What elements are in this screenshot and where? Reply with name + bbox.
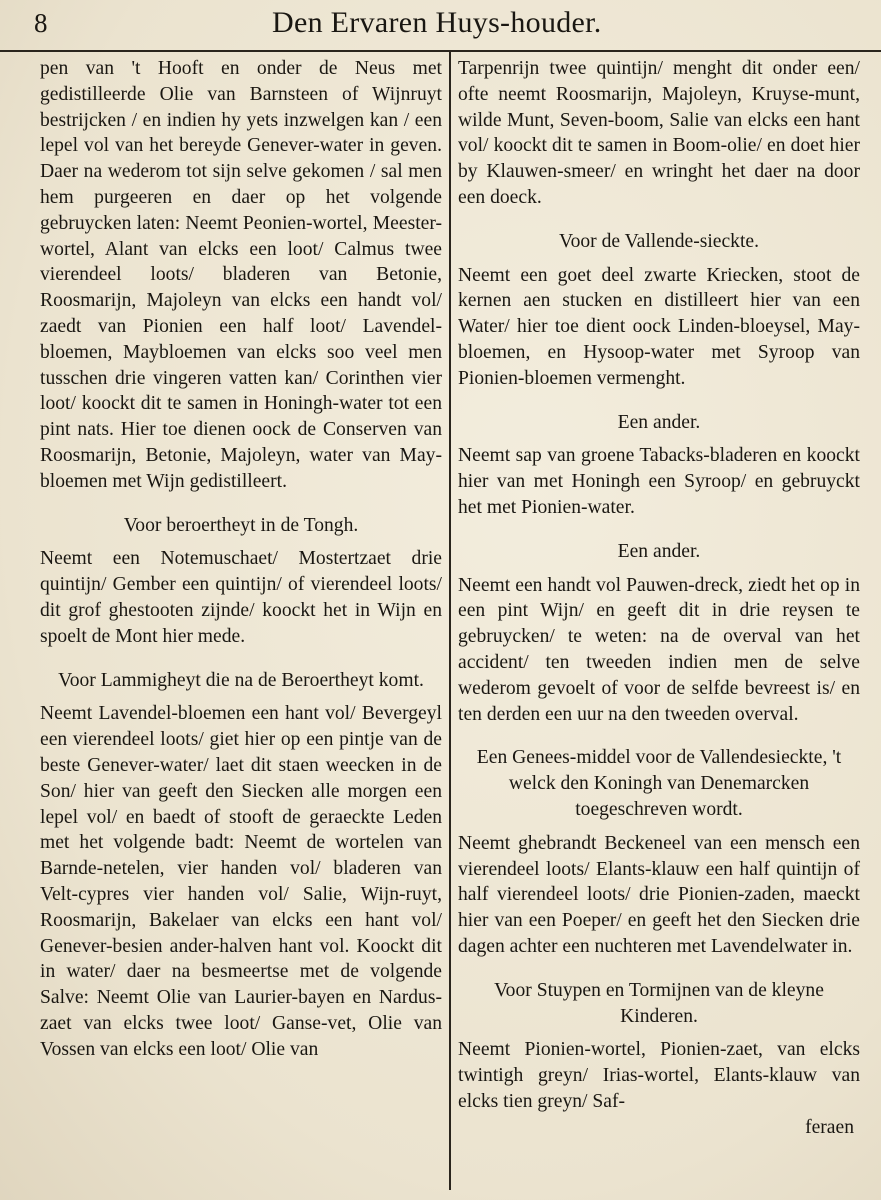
paragraph: Neemt Lavendel-bloemen een hant vol/ Bevergeyl een vierendeel loots/ giet hier op een pintje van de beste Genever-water/ laet dit staen weecken in de Son/ hier van geeft den Siecken alle morgen een lepel vol/ en baedt of stooft de geraeckte Leden met het volgende badt: Neemt de wortelen van Barnde-netelen, vier handen vol/ bladeren van Velt-cypres vier handen vol/ Salie, Wijn-ruyt, Roosmarijn, Bakelaer van elcks een hant vol/ Genever-besien ander-halven hant vol. Koockt dit in water/ daer na besmeertse met de volgende Salve: Neemt Olie van Laurier-bayen en Nardus-zaet van elcks twee loot/ Ganse-vet, Olie van Vossen van elcks een loot/ Olie van (40, 703, 442, 1060)
column-divider (449, 50, 451, 1190)
section-heading: Een ander. (617, 540, 701, 562)
paragraph: Neemt sap van groene Tabacks-bladeren en koockt hier van met Honingh een Syroop/ en gebruyckt het met Pionien-water. (458, 445, 860, 518)
paragraph: Neemt Pionien-wortel, Pionien-zaet, van elcks twintigh greyn/ Irias-wortel, Elants-klauw van elcks tien greyn/ Saf- (458, 1039, 860, 1112)
paragraph: Neemt een handt vol Pauwen-dreck, ziedt het op in een pint Wijn/ en geeft dit in drie reysen te gebruycken/ te weten: na de overval van het accident/ ten tweeden indien men de selve wederom gevoelt of voor de selfde bevreest is/ en ten derden een uur na den tweeden overval. (458, 574, 860, 725)
right-column (458, 56, 860, 1140)
section-heading: Een Genees-middel voor de Vallendesieckte, 't welck den Koningh van Denemarcken toegeschreven wordt. (476, 747, 842, 820)
paragraph: Neemt ghebrandt Beckeneel van een mensch een vierendeel loots/ Elants-klauw een half quintijn of half vierendeel loots/ drie Pionien-zaden, maeckt hier van een Poeper/ en geeft het den Siecken drie dagen achter een nuchteren met Lavendelwater in. (458, 832, 860, 957)
page-header (0, 0, 881, 52)
paragraph: Neemt een Notemuschaet/ Mostertzaet drie quintijn/ Gember een quintijn/ of vierendeel loots/ dit grof ghestooten zijnde/ koockt het in Wijn en spoelt de Mont hier mede. (40, 548, 442, 647)
section-heading: Een ander. (617, 411, 701, 433)
left-column (40, 56, 442, 1062)
section-heading: Voor de Vallende-sieckte. (558, 230, 760, 252)
page-number: 8 (34, 8, 48, 38)
section-heading: Voor Stuypen en Tormijnen van de kleyne Kinderen. (494, 979, 824, 1027)
section-heading: Voor Lammigheyt die na de Beroertheyt komt. (58, 669, 424, 691)
paragraph: pen van 't Hooft en onder de Neus met gedistilleerde Olie van Barnsteen of Wijnruyt bestrijcken / en indien hy yets inzwelgen kan / een lepel vol van het bereyde Genever-water in geven. Daer na wederom tot sijn selve gekomen / sal men hem purgeeren en daer op het volgende gebruycken laten: Neemt Peonien-wortel, Meester-wortel, Alant van elcks een loot/ Calmus twee vierendeel loots/ bladeren van Betonie, Roosmarijn, Majoleyn van elcks een handt vol/ zaedt van Pionien een half loot/ Lavendel-bloemen, Maybloemen van elcks soo veel men tusschen drie vingeren vatten kan/ Corinthen vier loot/ koockt dit te samen in Honingh-water tot een pint nats. Hier toe dienen oock de Conserven van Roosmarijn, Betonie, Majoleyn, water van May-bloemen met Wijn gedistilleert. (40, 58, 442, 492)
section-heading: Voor beroertheyt in de Tongh. (123, 514, 359, 536)
catchword: feraen (805, 1116, 854, 1138)
running-head: Den Ervaren Huys-houder. (272, 6, 602, 39)
paragraph: Neemt een goet deel zwarte Kriecken, stoot de kernen aen stucken en distilleert hier van een Water/ hier toe dient oock Linden-bloeysel, May-bloemen, en Hysoop-water met Syroop van Pionien-bloemen vermenght. (458, 264, 860, 389)
paragraph: Tarpenrijn twee quintijn/ menght dit onder een/ ofte neemt Roosmarijn, Majoleyn, Kruyse-munt, wilde Munt, Seven-boom, Salie van elcks een hant vol/ koockt dit te samen in Boom-olie/ en doet hier by Klauwen-smeer/ en wringht het daer na door een doeck. (458, 58, 860, 208)
